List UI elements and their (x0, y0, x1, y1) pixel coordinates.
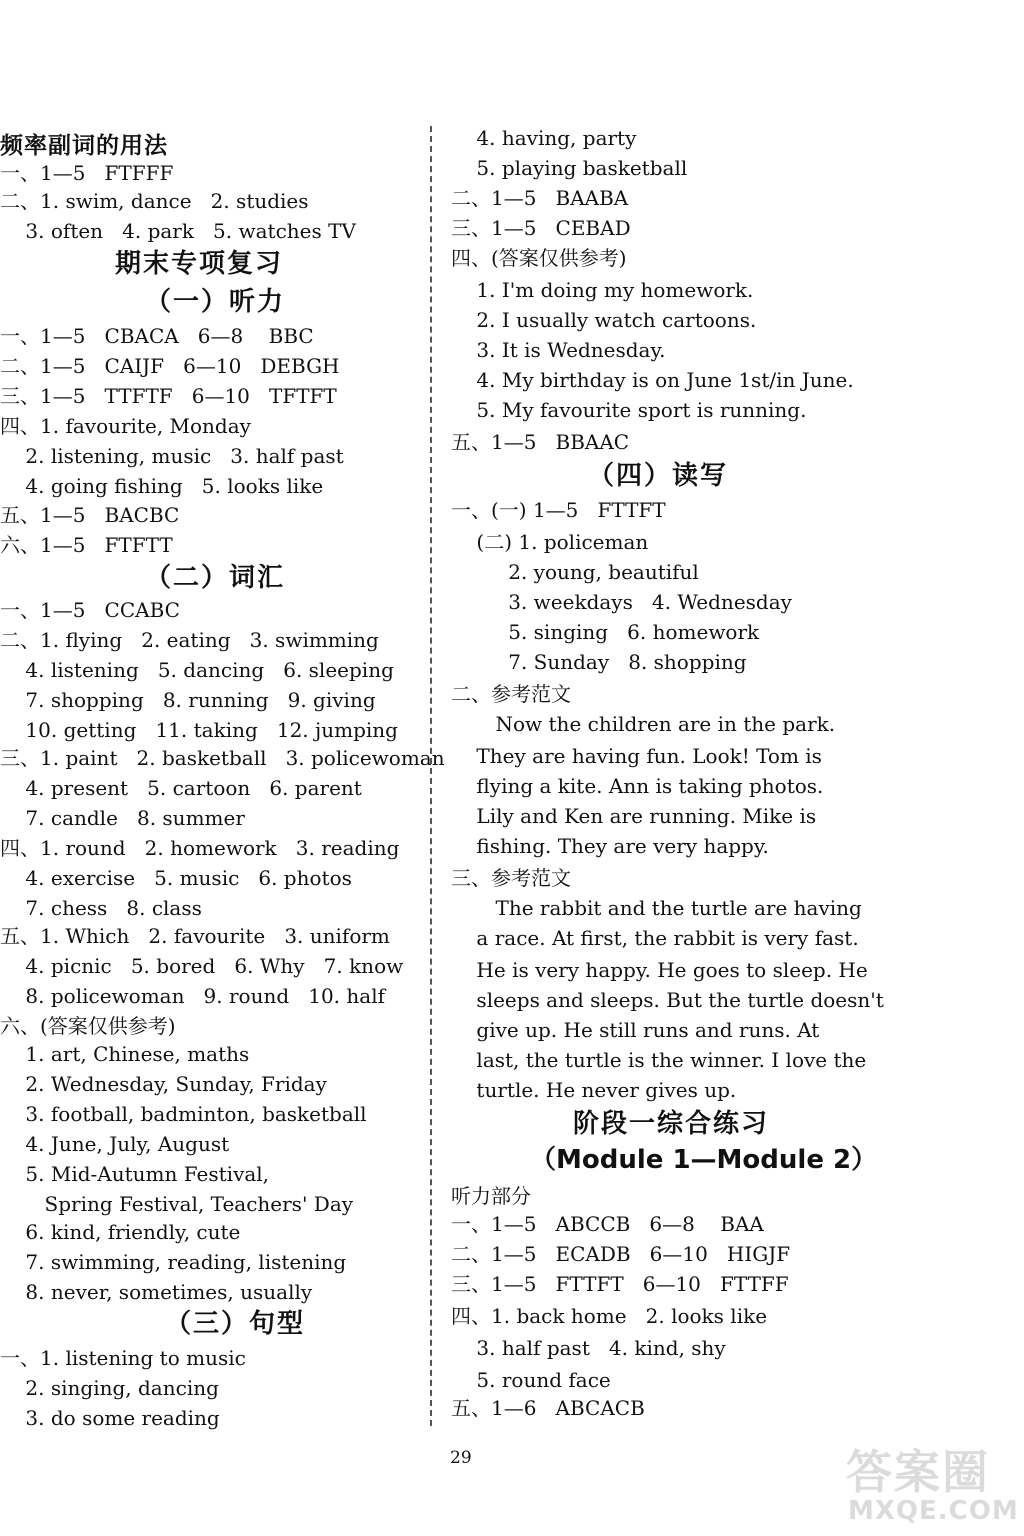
answer-line: 六、1—5 FTFTT (0, 533, 173, 557)
answer-line: 7. Sunday 8. shopping (451, 650, 747, 674)
answer-line: He is very happy. He goes to sleep. He (451, 958, 868, 982)
section-heading: 阶段一综合练习 (573, 1109, 770, 1139)
answer-line: give up. He still runs and runs. At (451, 1018, 820, 1042)
answer-line: fishing. They are very happy. (451, 834, 769, 858)
answer-line: 四、1. back home 2. looks like (451, 1304, 768, 1328)
answer-line: 7. shopping 8. running 9. giving (0, 688, 376, 712)
answer-line: 1. I'm doing my homework. (451, 278, 754, 302)
answer-line: sleeps and sleeps. But the turtle doesn't (451, 988, 884, 1012)
answer-line: 4. going fishing 5. looks like (0, 474, 324, 498)
section-heading: （Module 1—Module 2） (530, 1145, 878, 1175)
answer-line: They are having fun. Look! Tom is (451, 744, 822, 768)
answer-line: The rabbit and the turtle are having (451, 896, 862, 920)
answer-line: 二、1—5 BAABA (451, 186, 629, 210)
answer-line: 3. often 4. park 5. watches TV (0, 219, 356, 243)
answer-line: Lily and Ken are running. Mike is (451, 804, 817, 828)
answer-line: 4. listening 5. dancing 6. sleeping (0, 658, 394, 682)
answer-line: 4. My birthday is on June 1st/in June. (451, 368, 854, 392)
answer-line: 二、参考范文 (451, 682, 571, 706)
answer-line: 三、1—5 CEBAD (451, 216, 631, 240)
answer-line: 4. having, party (451, 126, 637, 150)
section-heading: （四）读写 (588, 461, 729, 491)
answer-line: 7. swimming, reading, listening (0, 1250, 347, 1274)
answer-line: 7. candle 8. summer (0, 806, 245, 830)
section-heading: （二）词汇 (145, 563, 286, 593)
answer-line: 5. Mid-Autumn Festival, (0, 1162, 270, 1186)
answer-line: 7. chess 8. class (0, 896, 202, 920)
answer-line: (二) 1. policeman (451, 530, 649, 554)
answer-line: 四、1. round 2. homework 3. reading (0, 836, 400, 860)
answer-line: 三、参考范文 (451, 866, 571, 890)
answer-line: 3. half past 4. kind, shy (451, 1336, 726, 1360)
answer-line: 6. kind, friendly, cute (0, 1220, 241, 1244)
answer-line: 2. listening, music 3. half past (0, 444, 344, 468)
answer-line: 二、1—5 CAIJF 6—10 DEBGH (0, 354, 340, 378)
answer-line: 三、1—5 TTFTF 6—10 TFTFT (0, 384, 337, 408)
answer-line: 二、1. flying 2. eating 3. swimming (0, 628, 379, 652)
page-number: 29 (450, 1448, 472, 1468)
answer-line: a race. At first, the rabbit is very fast. (451, 926, 859, 950)
answer-line: 4. picnic 5. bored 6. Why 7. know (0, 954, 404, 978)
answer-line: 二、1. swim, dance 2. studies (0, 189, 309, 213)
answer-line: last, the turtle is the winner. I love the (451, 1048, 867, 1072)
answer-line: 3. weekdays 4. Wednesday (451, 590, 792, 614)
answer-line: 一、1—5 FTFFF (0, 161, 174, 185)
answer-line: 2. I usually watch cartoons. (451, 308, 757, 332)
answer-line: 3. It is Wednesday. (451, 338, 666, 362)
answer-line: 5. playing basketball (451, 156, 688, 180)
answer-line: 一、1—5 CBACA 6—8 BBC (0, 324, 314, 348)
section-heading: （三）句型 (165, 1309, 306, 1339)
answer-line: 4. June, July, August (0, 1132, 230, 1156)
answer-line: 一、1—5 ABCCB 6—8 BAA (451, 1212, 764, 1236)
answer-line: 3. football, badminton, basketball (0, 1102, 367, 1126)
answer-line: 5. My favourite sport is running. (451, 398, 807, 422)
column-divider (430, 126, 432, 1426)
answer-line: 四、1. favourite, Monday (0, 414, 251, 438)
answer-line: 5. round face (451, 1368, 611, 1392)
answer-line: 2. singing, dancing (0, 1376, 219, 1400)
watermark-sub: MXQE.COM (848, 1496, 1019, 1526)
answer-line: 1. art, Chinese, maths (0, 1042, 250, 1066)
answer-line: 10. getting 11. taking 12. jumping (0, 718, 398, 742)
answer-line: turtle. He never gives up. (451, 1078, 737, 1102)
watermark-logo (838, 1436, 1020, 1532)
answer-line: 一、(一) 1—5 FTTFT (451, 498, 666, 522)
answer-line: 五、1—5 BBAAC (451, 430, 630, 454)
answer-line: 4. exercise 5. music 6. photos (0, 866, 352, 890)
answer-line: Now the children are in the park. (451, 712, 836, 736)
section-heading: 频率副词的用法 (0, 132, 168, 159)
answer-line: 听力部分 (451, 1184, 531, 1208)
answer-line: 4. present 5. cartoon 6. parent (0, 776, 362, 800)
answer-line: 三、1. paint 2. basketball 3. policewoman (0, 746, 445, 770)
answer-line: 一、1—5 CCABC (0, 598, 180, 622)
answer-line: Spring Festival, Teachers' Day (0, 1192, 354, 1216)
answer-line: 3. do some reading (0, 1406, 220, 1430)
section-heading: 期末专项复习 (115, 249, 284, 279)
answer-line: 2. Wednesday, Sunday, Friday (0, 1072, 327, 1096)
answer-line: 8. policewoman 9. round 10. half (0, 984, 385, 1008)
answer-line: 5. singing 6. homework (451, 620, 760, 644)
answer-line: 五、1—5 BACBC (0, 503, 180, 527)
answer-line: 三、1—5 FTTFT 6—10 FTTFF (451, 1272, 789, 1296)
answer-line: 四、(答案仅供参考) (451, 246, 627, 270)
watermark-main: 答案圈 (846, 1445, 990, 1499)
answer-line: flying a kite. Ann is taking photos. (451, 774, 824, 798)
answer-line: 一、1. listening to music (0, 1346, 246, 1370)
answer-line: 五、1—6 ABCACB (451, 1396, 645, 1420)
answer-line: 五、1. Which 2. favourite 3. uniform (0, 924, 390, 948)
answer-line: 六、(答案仅供参考) (0, 1014, 176, 1038)
section-heading: （一）听力 (145, 287, 286, 317)
answer-line: 2. young, beautiful (451, 560, 699, 584)
answer-line: 二、1—5 ECADB 6—10 HIGJF (451, 1242, 791, 1266)
answer-line: 8. never, sometimes, usually (0, 1280, 313, 1304)
